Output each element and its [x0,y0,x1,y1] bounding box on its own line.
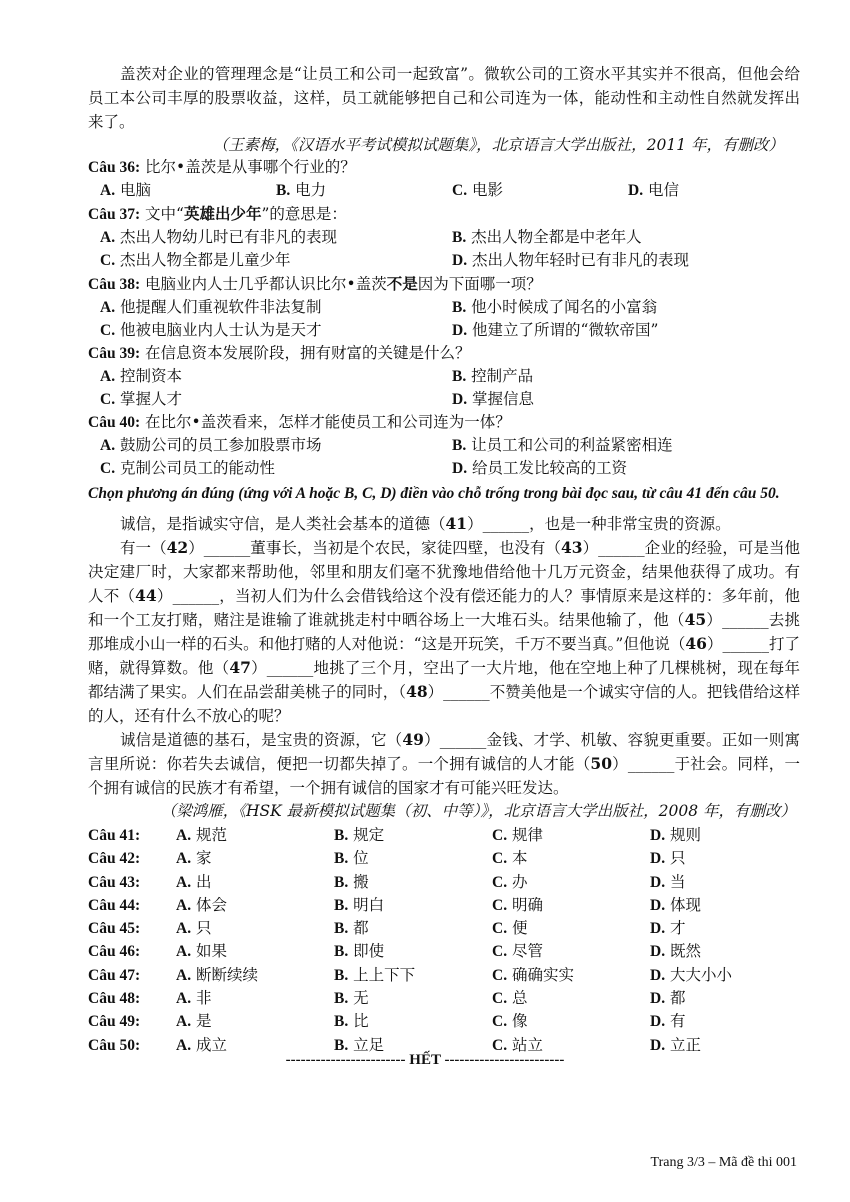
choice-letter: B. [334,1036,349,1054]
choice-text: 位 [353,849,369,868]
choice-letter: C. [492,943,508,961]
option-letter: B. [276,182,291,199]
answer-choice [650,940,800,963]
choice-letter: D. [650,850,666,868]
question-text-post: ”的意思是： [261,205,347,223]
choice-text: 都 [670,989,686,1008]
answer-option [100,457,452,480]
answer-question-number: Câu 46: [88,943,141,961]
choice-letter: A. [176,896,192,914]
answer-row [88,894,800,917]
answer-choice [492,1010,650,1033]
option-letter: D. [452,322,468,339]
choice-text: 非 [196,989,212,1008]
option-text: 给员工发比较高的工资 [472,459,628,477]
question-text-post: 因为下面哪一项？ [417,275,542,293]
answer-option [452,388,804,411]
answer-choice [176,940,334,963]
answer-choice [334,894,492,917]
answer-question-number: Câu 44: [88,896,141,914]
cloze-text: ）______企业的经验，可是当他决定建厂时，大家都来帮助他，邻里和朋友们毫不犹豫地借给他十几万元资金，结果他获得了成功。有人不（ [88,539,800,605]
option-text: 控制产品 [471,367,534,385]
option-letter: C. [100,460,116,477]
choice-text: 本 [512,849,528,868]
answer-question-number: Câu 43: [88,873,141,891]
answer-choice [334,917,492,940]
question-number: Câu 37: [88,206,141,223]
answer-option [452,457,804,480]
option-grid [88,365,800,411]
option-text: 杰出人物年轻时已有非凡的表现 [472,251,690,269]
answer-choice [492,847,650,870]
choice-text: 像 [512,1012,528,1031]
answer-question-number: Câu 41: [88,827,141,844]
answer-choice [334,871,492,894]
choice-text: 断断续续 [196,965,259,984]
option-letter: D. [452,391,468,408]
blank-number: 48 [406,682,428,701]
option-letter: C. [100,322,116,339]
option-letter: D. [628,182,644,199]
answer-choice [334,1010,492,1033]
answer-choice [334,824,492,847]
option-text: 他被电脑业内人士认为是天才 [120,321,322,339]
choice-letter: D. [650,990,666,1008]
choice-text: 规则 [670,826,702,844]
passage-source: （王素梅，《汉语水平考试模拟试题集》，北京语言大学出版社，2011 年，有删改） [212,136,784,154]
answer-row [88,871,800,894]
answer-option [100,434,452,457]
option-letter: B. [452,368,467,385]
question-stem [88,411,800,434]
option-text: 掌握人才 [120,390,183,408]
question-text: 比尔•盖茨是从事哪个行业的？ [145,158,356,176]
cloze-text: ）______金钱、才学、机敏、容貌更重要。正如一则寓言里所说：你若失去诚信，便把一切都失掉了。一个拥有诚信的人才能（ [88,731,800,773]
answer-question-number: Câu 42: [88,850,141,868]
question-number: Câu 39: [88,345,141,362]
choice-text: 搬 [353,872,369,891]
answer-choice [176,824,334,847]
question-text-emphasis: 英雄出少年 [183,204,262,223]
option-text: 克制公司员工的能动性 [120,459,276,477]
choice-text: 体会 [196,895,228,914]
answer-option [452,319,804,342]
blank-number: 44 [135,586,157,605]
answer-choice [176,917,334,940]
choice-letter: B. [334,920,349,938]
question-list [88,156,800,480]
option-letter: C. [100,391,116,408]
answer-option [628,179,804,202]
answer-choice [334,940,492,963]
option-letter: B. [452,437,467,454]
choice-text: 体现 [670,895,702,914]
choice-letter: D. [650,920,666,938]
question-stem [88,342,800,365]
answer-row [88,987,800,1010]
answer-option [452,365,804,388]
answer-choice [334,987,492,1010]
cloze-paragraph [88,536,800,728]
answer-option [100,365,452,388]
answer-choice [492,824,650,847]
choice-text: 有 [670,1012,686,1031]
choice-text: 确确实实 [512,965,575,984]
answer-choice [492,917,650,940]
cloze-passage [88,512,800,800]
answer-choice [492,940,650,963]
choice-text: 立足 [353,1035,385,1054]
blank-number: 46 [685,634,707,653]
answer-choice [492,987,650,1010]
cloze-paragraph [88,728,800,800]
choice-letter: B. [334,990,349,1008]
choice-text: 明确 [512,895,544,914]
choice-letter: B. [334,850,349,868]
answer-option [100,226,452,249]
answer-choice [176,964,334,987]
choice-text: 既然 [670,942,702,961]
choice-letter: C. [492,1036,508,1054]
question-text-pre: 文中“ [145,205,184,223]
blank-number: 50 [590,754,612,773]
answer-choice [650,847,800,870]
choice-letter: B. [334,1013,349,1031]
cloze-paragraph [88,512,800,536]
choice-letter: B. [334,873,349,891]
choice-letter: C. [492,873,508,891]
option-text: 控制资本 [120,367,183,385]
answer-choice [650,824,800,847]
choice-text: 尽管 [512,942,544,961]
option-grid [88,179,800,202]
answer-choice [650,987,800,1010]
answer-choice [492,871,650,894]
option-letter: A. [100,299,116,316]
question-stem [88,202,800,226]
choice-text: 如果 [196,942,228,961]
answer-row [88,847,800,870]
answer-choice [334,847,492,870]
choice-letter: B. [334,966,349,984]
question-text: 在比尔•盖茨看来，怎样才能使员工和公司连为一体？ [145,413,511,431]
option-text: 掌握信息 [472,390,535,408]
choice-text: 规定 [353,826,385,844]
option-text: 他建立了所谓的“微软帝国” [472,321,659,339]
end-marker: ------------------------ HẾT ------------------------ [285,1052,565,1068]
answer-option [452,434,804,457]
choice-text: 无 [353,989,369,1008]
choice-letter: C. [492,966,508,984]
blank-number: 45 [684,610,707,629]
answer-choice [176,987,334,1010]
blank-number: 42 [166,538,189,557]
choice-text: 才 [670,919,686,938]
answer-option [100,319,452,342]
answer-choice [334,964,492,987]
option-letter: A. [100,437,116,454]
answer-choice [176,871,334,894]
cloze-text: 诚信是道德的基石，是宝贵的资源，它（ [120,731,403,749]
option-text: 电信 [648,181,680,199]
answer-choice [650,894,800,917]
answer-option [100,296,452,319]
choice-text: 都 [353,919,369,938]
choice-text: 明白 [353,895,385,914]
choice-letter: C. [492,827,508,844]
answer-option [452,226,804,249]
option-grid [88,296,800,342]
question-number: Câu 36: [88,159,141,176]
choice-letter: B. [334,943,349,961]
cloze-text: 诚信，是指诚实守信，是人类社会基本的道德（ [120,515,446,533]
option-grid [88,434,800,480]
answer-option [276,179,452,202]
choice-text: 办 [512,872,528,891]
option-letter: A. [100,182,116,199]
option-grid [88,226,800,272]
option-letter: C. [452,182,468,199]
choice-text: 便 [512,919,528,938]
answer-choice [650,871,800,894]
cloze-text: 有一（ [120,539,167,557]
answer-choice [176,847,334,870]
answer-question-number: Câu 45: [88,920,141,938]
option-text: 他提醒人们重视软件非法复制 [120,298,322,316]
choice-text: 是 [196,1012,212,1031]
cloze-text: ）______，当初人们为什么会借钱给这个没有偿还能力的人？事情原来是这样的：多年前，他和一个工友打赌，赌注是谁输了谁就挑走村中晒谷场上一大堆石头。结果他输了，他（ [88,587,800,629]
cloze-text: ）______于社会。同样，一个拥有诚信的民族才有希望，一个拥有诚信的国家才有可能兴旺发达。 [88,755,800,797]
option-text: 他小时候成了闻名的小富翁 [471,298,658,316]
choice-text: 立正 [670,1035,702,1054]
blank-number: 47 [229,658,251,677]
question-stem [88,156,800,179]
choice-letter: D. [650,1036,666,1054]
option-letter: D. [452,252,468,269]
question-stem [88,272,800,296]
option-letter: D. [452,460,468,477]
answer-row [88,824,800,847]
answer-option [100,249,452,272]
answer-question-number: Câu 49: [88,1013,141,1031]
choice-text: 总 [512,989,528,1008]
cloze-text: ）______不赞美他是一个诚实守信的人。把钱借给这样的人，还有什么不放心的呢？ [88,683,800,725]
choice-text: 上上下下 [353,965,416,984]
answer-question-number: Câu 47: [88,966,141,984]
choice-letter: A. [176,943,192,961]
choice-text: 规范 [196,826,228,844]
choice-text: 比 [353,1012,369,1031]
answer-choice [492,894,650,917]
question-text-emphasis: 不是 [386,274,418,293]
choice-letter: D. [650,827,666,844]
choice-letter: A. [176,850,192,868]
option-letter: A. [100,368,116,385]
question-number: Câu 38: [88,276,141,293]
choice-text: 家 [196,849,212,868]
answer-choice [650,917,800,940]
answer-option [452,249,804,272]
choice-letter: C. [492,990,508,1008]
choice-letter: D. [650,966,666,984]
choice-text: 站立 [512,1035,544,1054]
answer-option [100,388,452,411]
choice-text: 当 [670,872,686,891]
choice-letter: A. [176,873,192,891]
cloze-text: ）______去挑那堆成小山一样的石头。和他打赌的人对他说：“这是开玩笑，千万不要当真。”但他说（ [88,611,800,653]
option-text: 让员工和公司的利益紧密相连 [471,436,673,454]
blank-number: 41 [445,514,468,533]
answer-question-number: Câu 50: [88,1036,141,1054]
choice-text: 即使 [353,942,385,961]
choice-letter: A. [176,990,192,1008]
choice-text: 只 [670,849,686,868]
option-text: 杰出人物幼儿时已有非凡的表现 [120,228,338,246]
cloze-text: ）______董事长，当初是个农民，家徒四壁，也没有（ [188,539,561,557]
blank-number: 43 [560,538,583,557]
question-text: 在信息资本发展阶段，拥有财富的关键是什么？ [145,344,471,362]
choice-letter: D. [650,896,666,914]
option-text: 电影 [472,181,504,199]
page-footer: Trang 3/3 – Mã đề thi 001 [650,1155,797,1170]
choice-letter: B. [334,827,349,844]
choice-letter: C. [492,896,508,914]
answer-choice [650,964,800,987]
choice-letter: A. [176,920,192,938]
choice-letter: C. [492,920,508,938]
answer-option [452,179,628,202]
option-letter: C. [100,252,116,269]
answer-choice [176,1010,334,1033]
option-text: 杰出人物全都是儿童少年 [120,251,291,269]
answer-option [100,179,276,202]
answer-row [88,940,800,963]
blank-number: 49 [402,730,424,749]
choice-text: 只 [196,919,212,938]
option-text: 鼓励公司的员工参加股票市场 [120,436,322,454]
choice-letter: A. [176,1013,192,1031]
question-text-pre: 电脑业内人士几乎都认识比尔•盖茨 [145,275,387,293]
option-letter: B. [452,299,467,316]
cloze-instruction: Chọn phương án đúng (ứng với A hoặc B, C, D) điền vào chỗ trống trong bài đọc sau, từ câu 41 đến câu 50. [88,485,780,502]
choice-letter: C. [492,850,508,868]
choice-text: 规律 [512,826,544,844]
option-letter: A. [100,229,116,246]
choice-text: 大大小小 [670,965,733,984]
answer-question-number: Câu 48: [88,990,141,1008]
option-text: 电力 [295,181,327,199]
choice-text: 出 [196,872,212,891]
answer-choice [176,894,334,917]
choice-letter: C. [492,1013,508,1031]
answer-choice [650,1010,800,1033]
cloze-source: （梁鸿雁，《HSK 最新模拟试题集（初、中等）》，北京语言大学出版社，2008 年，有删改） [160,802,796,820]
choice-text: 成立 [196,1035,228,1054]
answer-table [88,824,800,1057]
choice-letter: D. [650,873,666,891]
choice-letter: A. [176,827,192,844]
passage-paragraph: 盖茨对企业的管理理念是“让员工和公司一起致富”。微软公司的工资水平其实并不很高，但他会给员工本公司丰厚的股票收益，这样，员工就能够把自己和公司连为一体，能动性和主动性自然就发挥出来了。 [88,65,800,131]
answer-row [88,964,800,987]
choice-letter: D. [650,1013,666,1031]
answer-choice [492,964,650,987]
cloze-text: ）______地挑了三个月，空出了一大片地，他在空地上种了几棵桃树，现在每年都结满了果实。人们在品尝甜美桃子的同时，（ [88,659,800,701]
choice-letter: B. [334,896,349,914]
cloze-text: ）______，也是一种非常宝贵的资源。 [467,515,731,533]
option-text: 电脑 [120,181,152,199]
choice-letter: A. [176,966,192,984]
choice-letter: A. [176,1036,192,1054]
answer-row [88,1010,800,1033]
answer-option [452,296,804,319]
option-text: 杰出人物全都是中老年人 [471,228,642,246]
option-letter: B. [452,229,467,246]
exam-page [88,62,800,1057]
question-number: Câu 40: [88,414,141,431]
answer-row [88,917,800,940]
cloze-text: ）______打了赌，就得算数。他（ [88,635,800,677]
choice-letter: D. [650,943,666,961]
